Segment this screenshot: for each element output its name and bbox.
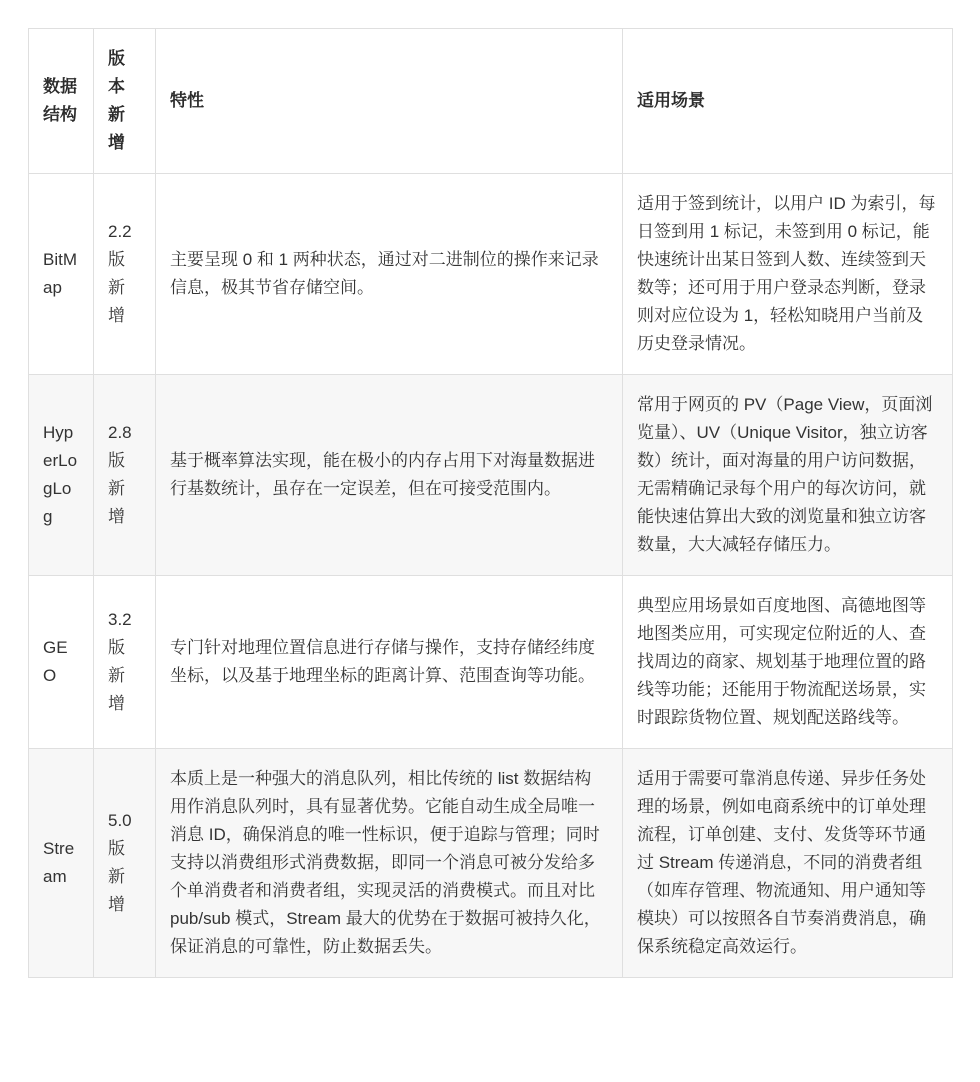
cell-scenario: 典型应用场景如百度地图、高德地图等地图类应用，可实现定位附近的人、查找周边的商家、规划基于地理位置的路线等功能；还能用于物流配送场景，实时跟踪货物位置、规划配送路线等。 bbox=[623, 576, 953, 749]
cell-version: 5.0版新增 bbox=[94, 749, 156, 978]
cell-feature: 本质上是一种强大的消息队列，相比传统的 list 数据结构用作消息队列时，具有显著优势。它能自动生成全局唯一消息 ID，确保消息的唯一性标识，便于追踪与管理；同时支持以消费组形式消费数据，即同一个消息可被分发给多个单消费者和消费者组，实现灵活的消费模式。而且对比 pub/sub 模式，Stream 最大的优势在于数据可被持久化，保证消息的可靠性，防止数据丢失。 bbox=[156, 749, 623, 978]
cell-feature: 主要呈现 0 和 1 两种状态，通过对二进制位的操作来记录信息，极其节省存储空间。 bbox=[156, 174, 623, 375]
cell-version: 2.2版新增 bbox=[94, 174, 156, 375]
cell-scenario: 适用于需要可靠消息传递、异步任务处理的场景，例如电商系统中的订单处理流程，订单创建、支付、发货等环节通过 Stream 传递消息，不同的消费者组（如库存管理、物流通知、用户通知等模块）可以按照各自节奏消费消息，确保系统稳定高效运行。 bbox=[623, 749, 953, 978]
redis-data-structures-table bbox=[28, 28, 953, 978]
header-data-structure: 数据结构 bbox=[29, 29, 94, 174]
cell-data-structure: HyperLogLog bbox=[29, 375, 94, 576]
table-header-row bbox=[29, 29, 953, 174]
cell-scenario: 适用于签到统计，以用户 ID 为索引，每日签到用 1 标记，未签到用 0 标记，能快速统计出某日签到人数、连续签到天数等；还可用于用户登录态判断，登录则对应位设为 1，轻松知晓用户当前及历史登录情况。 bbox=[623, 174, 953, 375]
table-row-stream bbox=[29, 749, 953, 978]
header-scenario: 适用场景 bbox=[623, 29, 953, 174]
cell-data-structure: GEO bbox=[29, 576, 94, 749]
header-feature: 特性 bbox=[156, 29, 623, 174]
cell-version: 2.8版新增 bbox=[94, 375, 156, 576]
cell-version: 3.2版新增 bbox=[94, 576, 156, 749]
cell-feature: 专门针对地理位置信息进行存储与操作，支持存储经纬度坐标，以及基于地理坐标的距离计算、范围查询等功能。 bbox=[156, 576, 623, 749]
table-row-hyperloglog bbox=[29, 375, 953, 576]
header-version: 版本新增 bbox=[94, 29, 156, 174]
cell-data-structure: BitMap bbox=[29, 174, 94, 375]
cell-feature: 基于概率算法实现，能在极小的内存占用下对海量数据进行基数统计，虽存在一定误差，但在可接受范围内。 bbox=[156, 375, 623, 576]
table-row-geo bbox=[29, 576, 953, 749]
cell-data-structure: Stream bbox=[29, 749, 94, 978]
cell-scenario: 常用于网页的 PV（Page View，页面浏览量）、UV（Unique Visitor，独立访客数）统计，面对海量的用户访问数据，无需精确记录每个用户的每次访问，就能快速估算出大致的浏览量和独立访客数量，大大减轻存储压力。 bbox=[623, 375, 953, 576]
table-row-bitmap bbox=[29, 174, 953, 375]
